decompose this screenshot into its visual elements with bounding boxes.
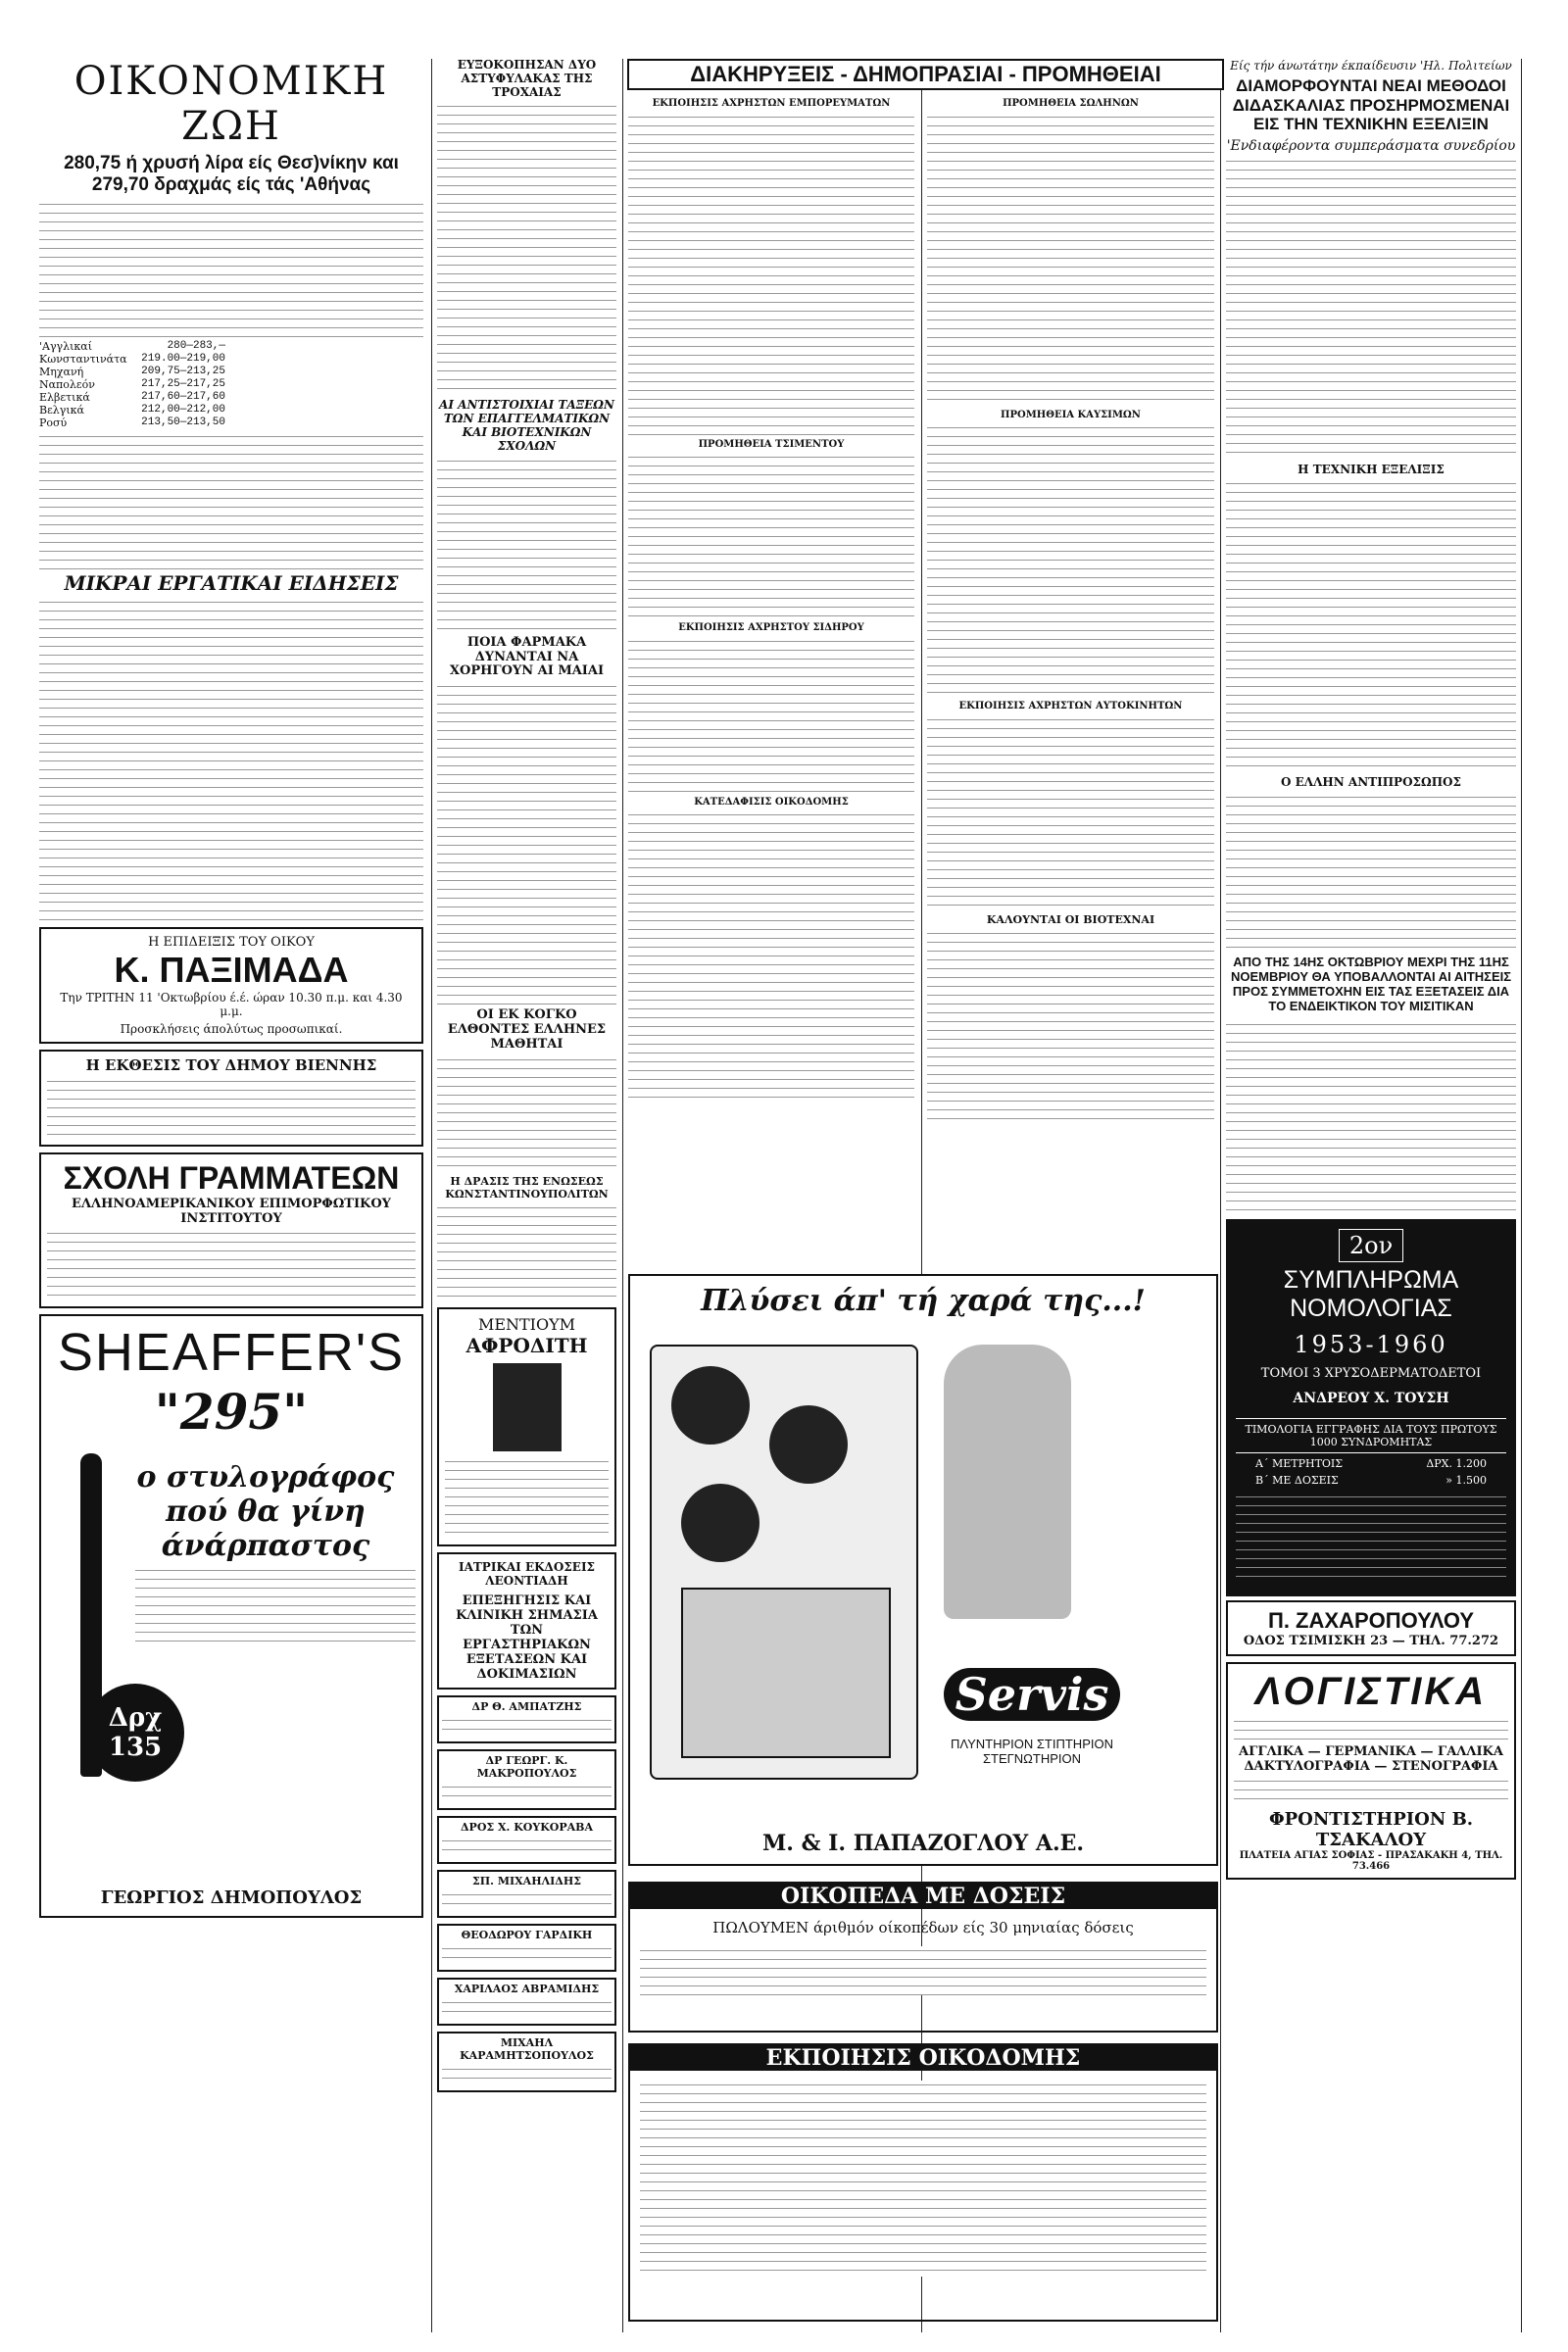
plots-title: ΟΙΚΟΠΕΔΑ ΜΕ ΔΟΣΕΙΣ <box>630 1884 1216 1909</box>
notices-banner: ΔΙΑΚΗΡΥΞΕΙΣ - ΔΗΜΟΠΡΑΣΙΑΙ - ΠΡΟΜΗΘΕΙΑΙ <box>627 59 1224 90</box>
school-address: ΠΛΑΤΕΙΑ ΑΓΙΑΣ ΣΟΦΙΑΣ - ΠΡΑΣΑΚΑΚΗ 4, ΤΗΛ. 73.466 <box>1239 1849 1503 1872</box>
memorial-header: ΜΕΝΤΙΟΥΜ <box>477 1315 576 1335</box>
product-text: ΠΛΥΝΤΗΡΙΟΝ ΣΤΙΠΤΗΡΙΟΝ ΣΤΕΓΝΩΤΗΡΙΟΝ <box>951 1737 1113 1766</box>
tender-heading: ΚΑΛΟΥΝΤΑΙ ΟΙ ΒΙΟΤΕΧΝΑΙ <box>986 912 1155 926</box>
gold-row: 'Αγγλικαί 280—283,— <box>39 339 225 353</box>
school-ad <box>39 1152 423 1308</box>
school-title: ΣΧΟΛΗ ΓΡΑΜΜΑΤΕΩΝ <box>63 1159 400 1196</box>
kicker: Είς τήν άνωτάτην έκπαίδευσιν 'Ηλ. Πολιτείων <box>1230 59 1512 73</box>
article-text <box>927 715 1214 911</box>
article-text <box>1234 1717 1508 1741</box>
publisher-address: ΟΔΟΣ ΤΣΙΜΙΣΚΗ 23 — ΤΗΛ. 77.272 <box>1243 1633 1499 1648</box>
publisher-ad <box>437 1552 616 1690</box>
publisher-box <box>1226 1600 1516 1656</box>
gold-row: Βελγικά 212,00—212,00 <box>39 403 225 416</box>
ad-header: Η ΕΠΙΔΕΙΞΙΣ ΤΟΥ ΟΙΚΟΥ <box>148 934 315 950</box>
ad-text: Την ΤΡΙΤΗΝ 11 'Οκτωβρίου έ.έ. ώραν 10.30 π.μ. και 4.30 μ.μ. <box>60 990 403 1018</box>
article-text <box>628 113 914 436</box>
section-title: ΟΙΚΟΝΟΜΙΚΗ ΖΩΗ <box>74 59 389 149</box>
ad-note: Προσκλήσεις άπολύτως προσωπικαί. <box>120 1021 343 1036</box>
accounting-ad <box>1226 1662 1516 1880</box>
section-heading: Ο ΕΛΛΗΝ ΑΝΤΙΠΡΟΣΩΠΟΣ <box>1281 775 1461 790</box>
article-text <box>1226 793 1516 950</box>
law-title: ΣΥΜΠΛΗΡΩΜΑ ΝΟΜΟΛΟΓΙΑΣ <box>1283 1265 1459 1322</box>
sheaffer-ad <box>39 1314 423 1918</box>
article-text <box>47 1229 416 1298</box>
memorial-name: ΑΦΡΟΔΙΤΗ <box>466 1334 588 1358</box>
article-text <box>1234 1777 1508 1806</box>
article-text <box>437 102 616 396</box>
publisher-title: ΙΑΤΡΙΚΑΙ ΕΚΔΟΣΕΙΣ ΛΕΟΝΤΙΑΔΗ <box>458 1560 596 1589</box>
auction-ad <box>628 2043 1218 2322</box>
ad-name: Κ. ΠΑΞΙΜΑΔΑ <box>114 949 349 990</box>
tender-heading: ΠΡΟΜΗΘΕΙΑ ΚΑΥΣΙΜΩΝ <box>1001 409 1141 420</box>
headline: ΟΙ ΕΚ ΚΟΓΚΟ ΕΛΘΟΝΤΕΣ ΕΛΛΗΝΕΣ ΜΑΘΗΤΑΙ <box>447 1007 607 1053</box>
article-text <box>1226 1020 1516 1216</box>
price-badge: Δρχ 135 <box>86 1684 184 1782</box>
tagline: ο στυλογράφος πού θα γίνη άνάρπαστος <box>136 1459 395 1563</box>
school-name: ΦΡΟΝΤΙΣΤΗΡΙΟΝ Β. ΤΣΑΚΑΛΟΥ <box>1268 1808 1474 1850</box>
article-text <box>1226 157 1516 461</box>
doctor-card: ΜΙΧΑΗΛ ΚΑΡΑΜΗΤΣΟΠΟΥΛΟΣ <box>437 2032 616 2092</box>
ad-slogan: Πλύσει άπ' τή χαρά της...! <box>701 1284 1146 1318</box>
book-title: ΕΠΕΞΗΓΗΣΙΣ ΚΑΙ ΚΛΙΝΙΚΗ ΣΗΜΑΣΙΑ ΤΩΝ ΕΡΓΑΣΤΗΡΙΑΚΩΝ ΕΞΕΤΑΣΕΩΝ ΚΑΙ ΔΟΚΙΜΑΣΙΩΝ <box>456 1593 598 1683</box>
article-text <box>437 1055 616 1173</box>
article-text <box>47 1077 416 1136</box>
headline: ΕΥΞΟΚΟΠΗΣΑΝ ΔΥΟ ΑΣΤΥΦΥΛΑΚΑΣ ΤΗΣ ΤΡΟΧΑΙΑΣ <box>457 59 597 99</box>
right-column <box>1226 59 1516 2332</box>
gold-row: Ναπολεόν 217,25—217,25 <box>39 377 225 391</box>
doctor-card: ΔΡΟΣ Χ. ΚΟΥΚΟΡΑΒΑ <box>437 1816 616 1864</box>
accounting-title: ΛΟΓΙΣΤΙΚΑ <box>1254 1669 1488 1713</box>
article-text <box>437 682 616 1005</box>
tender-heading: ΠΡΟΜΗΘΕΙΑ ΤΣΙΜΕΝΤΟΥ <box>698 438 845 450</box>
model-name: "295" <box>154 1382 309 1441</box>
auction-title: ΕΚΠΟΙΗΣΙΣ ΟΙΚΟΔΟΜΗΣ <box>630 2045 1216 2071</box>
article-text <box>39 598 423 921</box>
tender-heading: ΕΚΠΟΙΗΣΙΣ ΑΧΡΗΣΤΟΥ ΣΙΔΗΡΟΥ <box>678 622 864 633</box>
article-text <box>39 432 423 569</box>
law-years: 1953-1960 <box>1294 1330 1448 1358</box>
memorial-box <box>437 1307 616 1546</box>
pen-icon <box>80 1453 102 1777</box>
doctor-card: ΘΕΟΔΩΡΟΥ ΓΑΡΔΙΚΗ <box>437 1924 616 1972</box>
tender-heading: ΕΚΠΟΙΗΣΙΣ ΑΧΡΗΣΤΩΝ ΕΜΠΟΡΕΥΜΑΤΩΝ <box>652 98 891 109</box>
price-row: Α΄ ΜΕΤΡΗΤΟΙΣ ΔΡΧ. 1.200 <box>1255 1456 1487 1470</box>
doctor-card: ΧΑΡΙΛΑΟΣ ΑΒΡΑΜΙΔΗΣ <box>437 1978 616 2026</box>
portrait-photo <box>493 1363 562 1451</box>
headline: Η ΔΡΑΣΙΣ ΤΗΣ ΕΝΩΣΕΩΣ ΚΩΝΣΤΑΝΤΙΝΟΥΠΟΛΙΤΩΝ <box>445 1175 609 1200</box>
dealer-name: Μ. & Ι. ΠΑΠΑΖΟΓΛΟΥ Α.Ε. <box>761 1831 1085 1856</box>
plots-ad <box>628 1882 1218 2033</box>
article-text <box>628 637 914 794</box>
dealer-name: ΓΕΩΡΓΙΟΣ ΔΗΜΟΠΟΥΛΟΣ <box>100 1886 363 1908</box>
school-subtitle: ΕΛΛΗΝΟΑΜΕΡΙΚΑΝΙΚΟΥ ΕΠΙΜΟΡΦΩΤΙΚΟΥ ΙΝΣΤΙΤΟΥΤΟΥ <box>72 1196 391 1226</box>
article-text <box>437 457 616 633</box>
washing-machine-icon <box>650 1345 918 1780</box>
article-text <box>1226 479 1516 773</box>
section-heading: Η ΤΕΧΝΙΚΗ ΕΞΕΛΙΞΙΣ <box>1298 462 1445 476</box>
headline: ΔΙΑΜΟΡΦΟΥΝΤΑΙ ΝΕΑΙ ΜΕΘΟΔΟΙ ΔΙΔΑΣΚΑΛΙΑΣ ΠΡΟΣΗΡΜΟΣΜΕΝΑΙ ΕΙΣ ΤΗΝ ΤΕΧΝΙΚΗΝ ΕΞΕΛΙΞΙΝ <box>1232 76 1510 134</box>
article-text <box>640 1946 1206 1995</box>
gold-row: Κωνσταντινάτα 219.00—219,00 <box>39 352 225 366</box>
article-text <box>640 2081 1206 2277</box>
headline: ΠΟΙΑ ΦΑΡΜΑΚΑ ΔΥΝΑΝΤΑΙ ΝΑ ΧΟΡΗΓΟΥΝ ΑΙ ΜΑΙΑΙ <box>449 634 605 679</box>
price-title: ΤΙΜΟΛΟΓΙΑ ΕΓΓΡΑΦΗΣ ΔΙΑ ΤΟΥΣ ΠΡΩΤΟΥΣ 1000 ΣΥΝΔΡΟΜΗΤΑΣ <box>1236 1418 1506 1453</box>
vienna-ad <box>39 1050 423 1147</box>
tender-heading: ΕΚΠΟΙΗΣΙΣ ΑΧΡΗΣΤΩΝ ΑΥΤΟΚΙΝΗΤΩΝ <box>958 701 1183 711</box>
second-column <box>437 59 616 2332</box>
law-ad <box>1226 1219 1516 1596</box>
law-edition: 2ον <box>1339 1229 1403 1262</box>
tender-heading: ΚΑΤΕΔΑΦΙΣΙΣ ΟΙΚΟΔΟΜΗΣ <box>694 796 849 808</box>
headline: ΑΙ ΑΝΤΙΣΤΟΙΧΙΑΙ ΤΑΞΕΩΝ ΤΩΝ ΕΠΑΓΓΕΛΜΑΤΙΚΩΝ ΚΑΙ ΒΙΟΤΕΧΝΙΚΩΝ ΣΧΟΛΩΝ <box>439 398 614 453</box>
article-text <box>39 200 423 337</box>
law-volumes: ΤΟΜΟΙ 3 ΧΡΥΣΟΔΕΡΜΑΤΟΔΕΤΟΙ <box>1260 1365 1482 1381</box>
price-row: Β΄ ΜΕ ΔΟΣΕΙΣ » 1.500 <box>1255 1473 1487 1487</box>
subtitle: 'Ενδιαφέροντα συμπεράσματα συνεδρίου <box>1226 137 1516 154</box>
doctor-card: ΔΡ Θ. ΑΜΠΑΤΖΗΣ <box>437 1695 616 1743</box>
article-text <box>927 113 1214 407</box>
gold-row: Ελβετικά 217,60—217,60 <box>39 390 225 404</box>
vienna-title: Η ΕΚΘΕΣΙΣ ΤΟΥ ΔΗΜΟΥ ΒΙΕΝΝΗΣ <box>85 1055 377 1074</box>
subjects-2: ΔΑΚΤΥΛΟΓΡΑΦΙΑ — ΣΤΕΝΟΓΡΑΦΙΑ <box>1244 1758 1498 1774</box>
article-text <box>437 1203 616 1301</box>
doctor-card: ΣΠ. ΜΙΧΑΗΛΙΔΗΣ <box>437 1870 616 1918</box>
section-subtitle: 280,75 ή χρυσή λίρα είς Θεσ)νίκην και 279,70 δραχμάς είς τάς 'Αθήνας <box>64 153 399 195</box>
article-text <box>628 810 914 1104</box>
article-text <box>1236 1493 1506 1581</box>
gold-price-table <box>39 340 225 429</box>
servis-ad <box>628 1274 1218 1866</box>
woman-figure <box>944 1345 1071 1619</box>
article-text <box>927 423 1214 698</box>
law-editor: ΑΝΔΡΕΟΥ Χ. ΤΟΥΣΗ <box>1293 1390 1449 1406</box>
left-column <box>39 59 423 2332</box>
doctor-card: ΔΡ ΓΕΩΡΓ. Κ. ΜΑΚΡΟΠΟΥΛΟΣ <box>437 1749 616 1810</box>
article-text <box>628 453 914 619</box>
tender-heading: ΠΡΟΜΗΘΕΙΑ ΣΩΛΗΝΩΝ <box>1003 98 1139 109</box>
article-text <box>927 929 1214 1125</box>
exam-headline: ΑΠΟ ΤΗΣ 14ΗΣ ΟΚΤΩΒΡΙΟΥ ΜΕΧΡΙ ΤΗΣ 11ΗΣ ΝΟΕΜΒΡΙΟΥ ΘΑ ΥΠΟΒΑΛΛΟΝΤΑΙ ΑΙ ΑΙΤΗΣΕΙΣ ΠΡΟΣ ΣΥΜΜΕΤΟΧΗΝ ΕΙΣ ΤΑΣ ΕΞΕΤΑΣΕΙΣ ΔΙΑ ΤΟ ΕΝΔΕΙΚΤΙΚΟΝ ΤΟΥ ΜΙΣΙΤΙΚΑΝ <box>1230 955 1512 1014</box>
brand-name: SHEAFFER'S <box>57 1322 406 1382</box>
gold-row: Μηχανή 209,75—213,25 <box>39 365 225 378</box>
publisher-name: Π. ΖΑΧΑΡΟΠΟΥΛΟΥ <box>1267 1607 1475 1633</box>
article-text <box>135 1566 416 1644</box>
paximada-ad <box>39 927 423 1044</box>
labor-news-title: ΜΙΚΡΑΙ ΕΡΓΑΤΙΚΑΙ ΕΙΔΗΣΕΙΣ <box>64 570 399 595</box>
plots-text: ΠΩΛΟΥΜΕΝ άριθμόν οίκοπέδων είς 30 μηνιαίας δόσεις <box>712 1919 1134 1936</box>
subjects: ΑΓΓΛΙΚΑ — ΓΕΡΜΑΝΙΚΑ — ΓΑΛΛΙΚΑ <box>1239 1743 1503 1759</box>
gold-row: Ροσύ 213,50—213,50 <box>39 416 225 429</box>
brand-logo: Servis <box>944 1668 1120 1721</box>
article-text <box>445 1457 609 1536</box>
